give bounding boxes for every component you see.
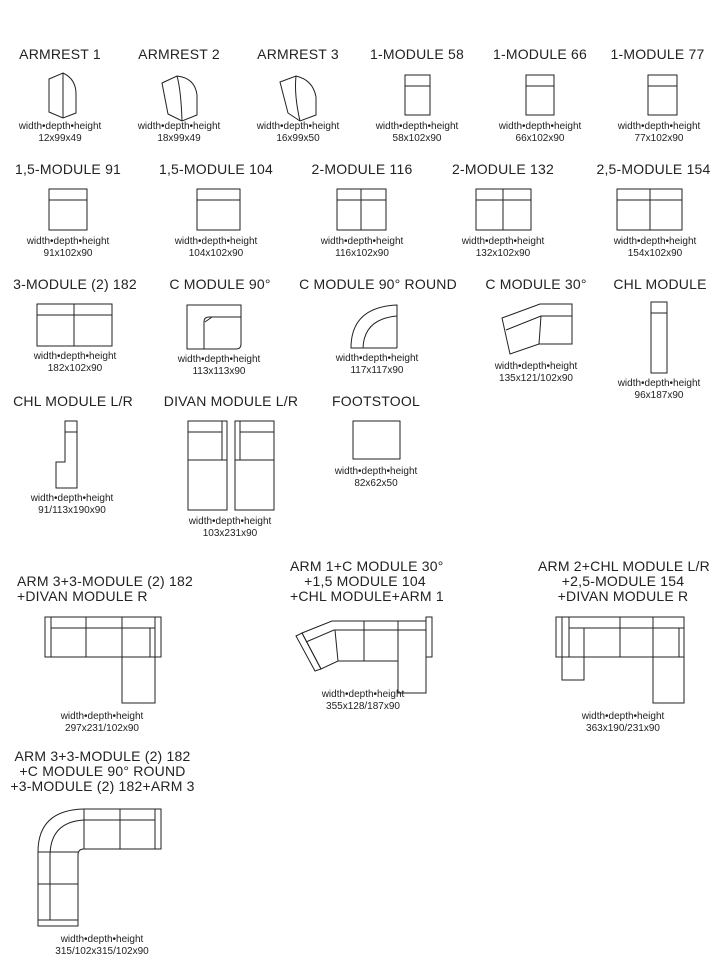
item-dims: 16x99x50	[276, 133, 320, 144]
combo-3-drawing	[556, 617, 684, 703]
combo-2-drawing	[296, 617, 432, 693]
dims-label: width•depth•height	[18, 121, 102, 132]
dims-label: width•depth•height	[375, 121, 459, 132]
1-module-58-drawing	[405, 75, 430, 115]
combo-title: ARM 1+C MODULE 30° +1,5 MODULE 104 +CHL MODULE+ARM 1	[290, 558, 444, 604]
combo-title: ARM 2+CHL MODULE L/R +2,5-MODULE 154 +DIVAN MODULE R	[538, 558, 710, 604]
item-title: DIVAN MODULE L/R	[163, 393, 299, 409]
dims-label: width•depth•height	[617, 378, 701, 389]
1-module-66-drawing	[526, 75, 554, 115]
item-title: C MODULE 90°	[169, 276, 271, 292]
1-5-module-104-drawing	[197, 189, 240, 230]
divan-module-r-drawing	[235, 421, 274, 510]
c-module-30-drawing	[502, 304, 572, 354]
dims-label: width•depth•height	[494, 361, 578, 372]
1-5-module-91-drawing	[49, 189, 87, 230]
dims-label: width•depth•height	[26, 236, 110, 247]
item-dims: 91x102x90	[43, 248, 93, 259]
divan-module-l-drawing	[188, 421, 227, 510]
item-title: C MODULE 90° ROUND	[299, 276, 457, 292]
item-dims: 18x99x49	[157, 133, 201, 144]
item-title: 1,5-MODULE 91	[14, 161, 122, 177]
dims-label: width•depth•height	[174, 236, 258, 247]
item-title: 2,5-MODULE 154	[596, 161, 711, 177]
item-dims: 12x99x49	[38, 133, 82, 144]
dims-label: width•depth•height	[256, 121, 340, 132]
footstool-drawing	[353, 421, 400, 459]
item-title: 1,5-MODULE 104	[158, 161, 274, 177]
dims-label: width•depth•height	[334, 466, 418, 477]
item-title: 1-MODULE 77	[610, 46, 705, 62]
item-title: ARMREST 2	[138, 46, 220, 62]
dims-label: width•depth•height	[617, 121, 701, 132]
item-dims: 154x102x90	[627, 248, 683, 259]
item-title: ARMREST 1	[19, 46, 101, 62]
item-title: C MODULE 30°	[485, 276, 587, 292]
item-title: 1-MODULE 66	[492, 46, 587, 62]
dims-label: width•depth•height	[137, 121, 221, 132]
dims-label: width•depth•height	[581, 711, 665, 722]
item-dims: 103x231x90	[202, 528, 258, 539]
item-dims: 135x121/102x90	[499, 373, 573, 384]
dims-label: width•depth•height	[320, 236, 404, 247]
combo-4-drawing	[38, 809, 161, 926]
item-title: CHL MODULE L/R	[13, 393, 133, 409]
item-dims: 91/113x190x90	[38, 505, 106, 516]
item-dims: 182x102x90	[47, 363, 103, 374]
1-module-77-drawing	[648, 75, 677, 115]
item-dims: 117x117x90	[350, 365, 404, 376]
item-dims: 82x62x50	[354, 478, 398, 489]
dims-label: width•depth•height	[613, 236, 697, 247]
combo-1-drawing	[45, 617, 161, 703]
item-title: 3-MODULE (2) 182	[13, 276, 137, 292]
combo-dims: 297x231/102x90	[65, 723, 139, 734]
dims-label: width•depth•height	[177, 354, 261, 365]
dims-label: width•depth•height	[321, 689, 405, 700]
item-title: FOOTSTOOL	[332, 393, 420, 409]
item-dims: 116x102x90	[335, 248, 389, 259]
armrest-2-drawing	[162, 76, 197, 121]
item-dims: 96x187x90	[634, 390, 684, 401]
item-title: 2-MODULE 116	[311, 161, 413, 177]
dims-label: width•depth•height	[498, 121, 582, 132]
c-module-90-drawing	[187, 305, 241, 349]
2-5-module-154-drawing	[617, 189, 682, 230]
item-dims: 113x113x90	[192, 366, 246, 377]
2-module-116-drawing	[337, 189, 386, 230]
item-title: CHL MODULE	[613, 276, 707, 292]
combo-dims: 363x190/231x90	[586, 723, 660, 734]
armrest-3-drawing	[280, 76, 316, 121]
item-dims: 132x102x90	[475, 248, 531, 259]
item-title: 1-MODULE 58	[369, 46, 464, 62]
3-module-2-182-drawing	[37, 304, 112, 346]
item-title: 2-MODULE 132	[452, 161, 554, 177]
item-title: ARMREST 3	[257, 46, 339, 62]
dims-label: width•depth•height	[30, 493, 114, 504]
dims-label: width•depth•height	[60, 711, 144, 722]
item-dims: 104x102x90	[188, 248, 244, 259]
armrest-1-drawing	[49, 73, 76, 118]
combo-title: ARM 3+3-MODULE (2) 182 +C MODULE 90° ROUND +3-MODULE (2) 182+ARM 3	[10, 748, 195, 794]
chl-module-drawing	[651, 302, 667, 373]
item-dims: 77x102x90	[634, 133, 684, 144]
2-module-132-drawing	[476, 189, 531, 230]
c-module-90-round-drawing	[351, 305, 397, 348]
item-dims: 58x102x90	[392, 133, 442, 144]
dims-label: width•depth•height	[335, 353, 419, 364]
dims-label: width•depth•height	[33, 351, 117, 362]
combo-dims: 315/102x315/102x90	[55, 946, 149, 957]
dims-label: width•depth•height	[188, 516, 272, 527]
combo-title: ARM 3+3-MODULE (2) 182 +DIVAN MODULE R	[17, 573, 193, 604]
dims-label: width•depth•height	[60, 934, 144, 945]
chl-module-lr-drawing	[56, 421, 77, 488]
dims-label: width•depth•height	[461, 236, 545, 247]
item-dims: 66x102x90	[515, 133, 565, 144]
combo-dims: 355x128/187x90	[326, 701, 400, 712]
